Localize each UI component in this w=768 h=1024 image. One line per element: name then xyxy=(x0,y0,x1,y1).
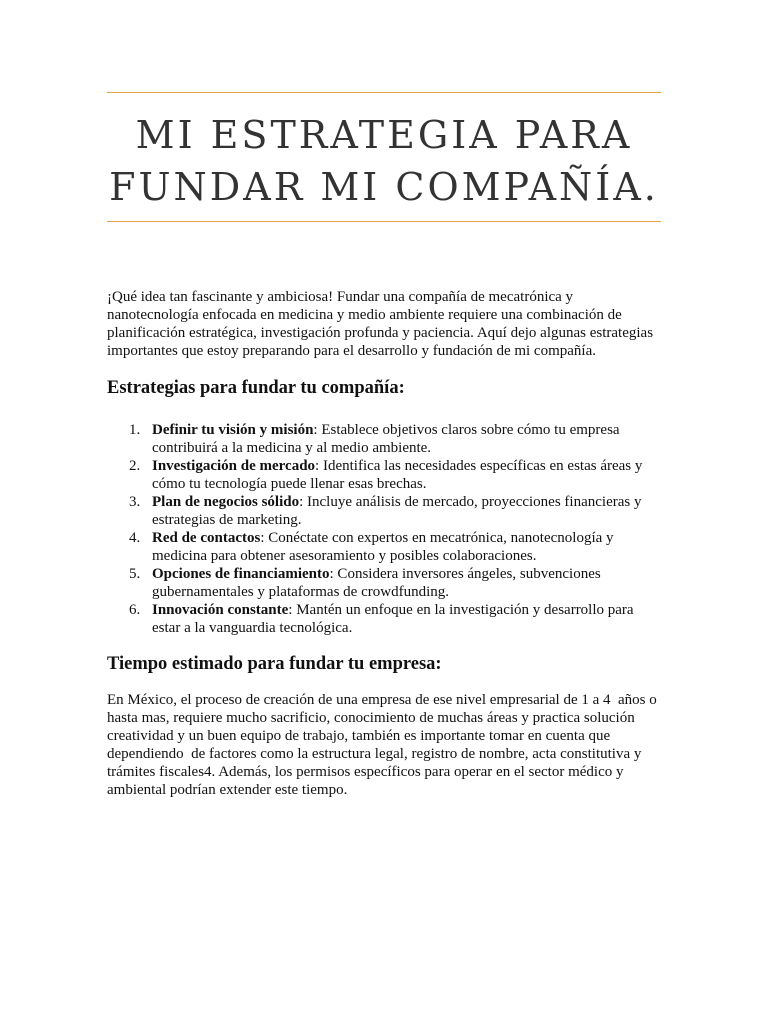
strategy-name: Plan de negocios sólido xyxy=(152,494,300,510)
title-block xyxy=(107,92,661,222)
strategy-item-innovation xyxy=(107,601,661,637)
strategy-text: : Establece objetivos claros sobre cómo tu empresa contribuirá a la medicina y al medio ambiente. xyxy=(152,422,620,456)
strategy-item-market-research xyxy=(107,457,661,493)
strategies-heading: Estrategias para fundar tu compañía: xyxy=(107,378,405,398)
strategy-item-financing xyxy=(107,565,661,601)
strategy-name: Red de contactos xyxy=(152,530,261,546)
strategy-name: Innovación constante xyxy=(152,602,289,618)
strategy-item-network xyxy=(107,529,661,565)
strategy-name: Definir tu visión y misión xyxy=(152,422,314,438)
strategy-text: : Considera inversores ángeles, subvenciones gubernamentales y plataformas de crowdfunding. xyxy=(152,566,601,600)
intro-paragraph: ¡Qué idea tan fascinante y ambiciosa! Fundar una compañía de mecatrónica y nanotecnología enfocada en medicina y medio ambiente requiere una combinación de planificación estratégica, investigación profunda y paciencia. Aquí dejo algunas estrategias importantes que estoy preparando para el desarrollo y fundación de mi compañía. xyxy=(107,289,654,359)
strategy-number: 6. xyxy=(129,602,141,618)
strategy-name: Opciones de financiamiento xyxy=(152,566,330,582)
time-paragraph: En México, el proceso de creación de una empresa de ese nivel empresarial de 1 a 4 años o hasta mas, requiere mucho sacrificio, conocimiento de muchas áreas y practica solución creatividad y un buen equipo de trabajo, también es importante tomar en cuenta que dependiendo de factores como la estructura legal, registro de nombre, acta constitutiva y trámites fiscales4. Además, los permisos específicos para operar en el sector médico y ambiental podrían extender este tiempo. xyxy=(107,692,661,798)
strategy-text: : Incluye análisis de mercado, proyecciones financieras y estrategias de marketing. xyxy=(152,494,642,528)
strategy-number: 2. xyxy=(129,458,141,474)
strategy-name: Investigación de mercado xyxy=(152,458,316,474)
strategy-number: 4. xyxy=(129,530,141,546)
strategy-text: : Identifica las necesidades específicas en estas áreas y cómo tu tecnología puede llenar esas brechas. xyxy=(152,458,643,492)
time-heading: Tiempo estimado para fundar tu empresa: xyxy=(107,654,442,674)
document-title xyxy=(107,109,661,213)
strategy-number: 5. xyxy=(129,566,141,582)
strategy-list xyxy=(107,421,661,637)
strategy-number: 3. xyxy=(129,494,141,510)
strategy-text: : Mantén un enfoque en la investigación y desarrollo para estar a la vanguardia tecnológica. xyxy=(152,602,634,636)
strategy-item-business-plan xyxy=(107,493,661,529)
strategy-number: 1. xyxy=(129,422,141,438)
title-line-2: FUNDAR MI COMPAÑÍA. xyxy=(109,165,659,209)
title-line-1: MI ESTRATEGIA PARA xyxy=(135,113,633,157)
strategy-text: : Conéctate con expertos en mecatrónica, nanotecnología y medicina para obtener asesoramiento y posibles colaboraciones. xyxy=(152,530,614,564)
strategy-item-vision xyxy=(107,421,661,457)
